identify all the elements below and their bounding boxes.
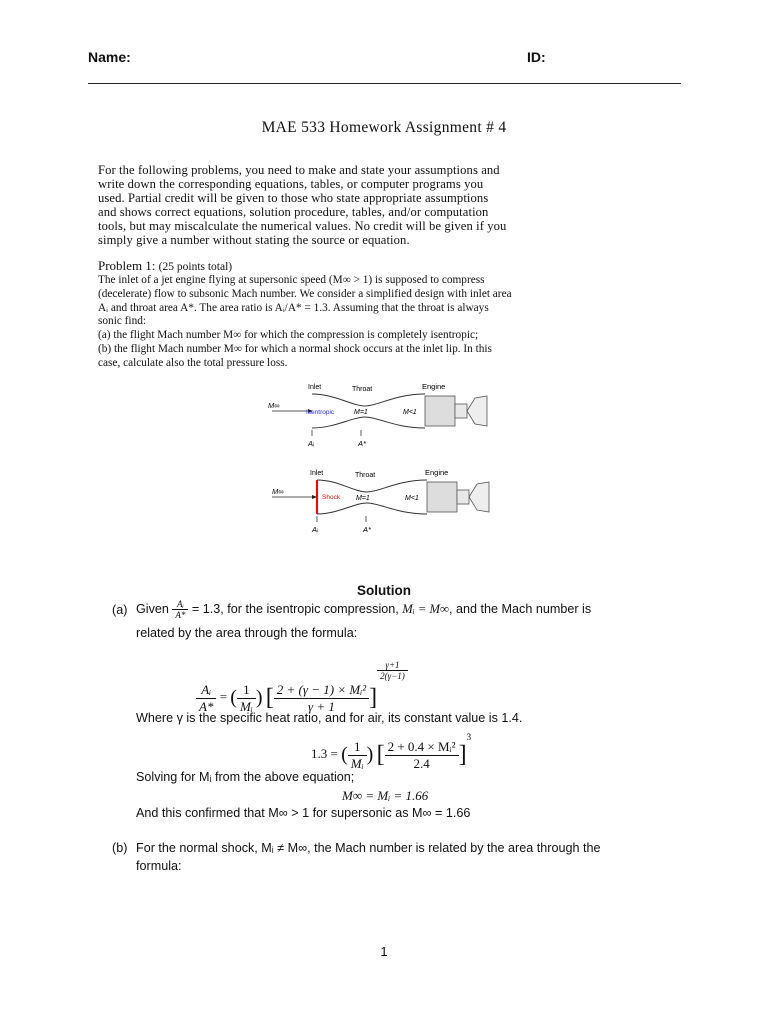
problem-1-heading bbox=[98, 258, 232, 274]
intro-line: used. Partial credit will be given to those who state appropriate assumptions bbox=[98, 191, 489, 205]
paren-open: ( bbox=[341, 743, 348, 766]
eq2-mi: Mᵢ bbox=[350, 755, 364, 771]
engine-body bbox=[427, 482, 457, 512]
bracket-open: [ bbox=[376, 741, 385, 768]
engine-label: Engine bbox=[422, 382, 446, 391]
inlet-lower-wall bbox=[317, 503, 427, 514]
astar-label: A* bbox=[363, 525, 371, 534]
eq1-exp-den: 2(γ−1) bbox=[380, 671, 405, 681]
paren-close: ) bbox=[255, 686, 263, 709]
part-a-line-1 bbox=[136, 599, 591, 620]
part-b-line-1: For the normal shock, Mᵢ ≠ M∞, the Mach number is related by the area through the bbox=[136, 841, 601, 855]
inlet-upper-wall bbox=[312, 394, 425, 406]
engine-core bbox=[455, 404, 467, 418]
part-a-line-2: related by the area through the formula: bbox=[136, 626, 358, 640]
problem-line: (decelerate) flow to subsonic Mach number. We consider a simplified design with inlet area bbox=[98, 287, 512, 300]
exit-mach-label: M<1 bbox=[405, 495, 419, 502]
eq2-one: 1 bbox=[348, 739, 367, 756]
eq2-num: 2 + 0.4 × Mᵢ² bbox=[385, 739, 459, 756]
eq1-main-fraction bbox=[274, 682, 369, 715]
mach-result: M∞ = Mᵢ = 1.66 bbox=[342, 788, 429, 803]
bracket-open: [ bbox=[265, 684, 274, 711]
intro-paragraph bbox=[98, 163, 654, 247]
part-b-line-2: formula: bbox=[136, 859, 182, 873]
solution-heading: Solution bbox=[357, 583, 411, 598]
problem-line: (b) the flight Mach number M∞ for which a normal shock occurs at the inlet lip. In this bbox=[98, 342, 492, 355]
problem-1-points: (25 points total) bbox=[158, 261, 233, 273]
inlet-lower-wall bbox=[312, 417, 425, 428]
intro-line: tools, but may miscalculate the numerical values. No credit will be given if you bbox=[98, 219, 507, 233]
paren-open: ( bbox=[230, 686, 237, 709]
numeric-equation bbox=[311, 732, 471, 772]
part-a-label: (a) bbox=[112, 603, 128, 617]
eq1-exponent bbox=[377, 660, 408, 681]
isentropic-label: Isentropic bbox=[306, 409, 335, 416]
engine-body bbox=[425, 396, 455, 426]
throat-mach-label: M=1 bbox=[354, 409, 368, 416]
area-ratio-num: Aᵢ bbox=[172, 599, 188, 610]
id-label: ID: bbox=[527, 49, 546, 65]
eq1-one: 1 bbox=[237, 682, 256, 699]
bracket-close: ] bbox=[458, 741, 467, 768]
inlet-label: Inlet bbox=[308, 384, 322, 391]
intro-line: For the following problems, you need to make and state your assumptions and bbox=[98, 163, 500, 177]
throat-label: Throat bbox=[355, 472, 376, 479]
eq2-lhs: 1.3 = bbox=[311, 746, 338, 761]
problem-line: sonic find: bbox=[98, 315, 147, 328]
eq2-exponent: 3 bbox=[466, 732, 472, 742]
exit-mach-label: M<1 bbox=[403, 409, 417, 416]
minf-label: M∞ bbox=[268, 401, 280, 410]
engine-core bbox=[457, 490, 469, 504]
eq1-lhs-den: A* bbox=[199, 698, 214, 714]
bracket-close: ] bbox=[369, 684, 378, 711]
area-mach-equation bbox=[196, 660, 408, 715]
confirm-text: And this confirmed that M∞ > 1 for supersonic as M∞ = 1.66 bbox=[136, 806, 471, 820]
engine-fan bbox=[469, 482, 489, 512]
header-rule bbox=[88, 83, 681, 84]
problem-1-body bbox=[98, 274, 654, 371]
inlet-label: Inlet bbox=[310, 470, 324, 477]
intro-line: simply give a number without stating the source or equation. bbox=[98, 233, 410, 247]
problem-1-title: Problem 1: bbox=[98, 258, 156, 273]
eq1-lhs-num: Aᵢ bbox=[196, 682, 216, 699]
ai-label: Aᵢ bbox=[312, 525, 318, 534]
equals-sign: = bbox=[219, 689, 228, 704]
shock-inlet-diagram bbox=[260, 466, 500, 538]
intro-line: and shows correct equations, solution procedure, tables, and/or computation bbox=[98, 205, 489, 219]
eq1-lhs bbox=[196, 682, 216, 715]
eq1-num: 2 + (γ − 1) × Mᵢ² bbox=[274, 682, 369, 699]
area-ratio-fraction bbox=[172, 599, 188, 620]
problem-line: Aᵢ and throat area A*. The area ratio is Aᵢ/A* = 1.3. Assuming that the throat is always bbox=[98, 301, 489, 314]
part-b-label: (b) bbox=[112, 841, 128, 855]
eq2-den: 2.4 bbox=[413, 755, 430, 771]
intro-line: write down the corresponding equations, tables, or computer programs you bbox=[98, 177, 484, 191]
eq2-inverse-mi bbox=[348, 739, 367, 772]
area-ratio-den: A* bbox=[175, 610, 186, 620]
eq2-main-fraction bbox=[385, 739, 459, 772]
paren-close: ) bbox=[366, 743, 374, 766]
eq1-mi: Mᵢ bbox=[239, 698, 253, 714]
given-mid-text: = 1.3, for the isentropic compression, bbox=[191, 601, 399, 616]
solving-text: Solving for Mᵢ from the above equation; bbox=[136, 770, 355, 784]
problem-line: (a) the flight Mach number M∞ for which the compression is completely isentropic; bbox=[98, 329, 479, 342]
isentropic-inlet-diagram bbox=[260, 380, 500, 452]
throat-mach-label: M=1 bbox=[356, 495, 370, 502]
given-text: Given bbox=[136, 601, 169, 616]
engine-label: Engine bbox=[425, 468, 449, 477]
eq1-exp-num: γ+1 bbox=[377, 660, 408, 671]
ai-label: Aᵢ bbox=[308, 439, 314, 448]
astar-label: A* bbox=[358, 439, 366, 448]
eq1-inverse-mi bbox=[237, 682, 256, 715]
assignment-title: MAE 533 Homework Assignment # 4 bbox=[261, 119, 507, 136]
minf-label: M∞ bbox=[272, 487, 284, 496]
given-end-text: , and the Mach number is bbox=[449, 601, 592, 616]
problem-line: case, calculate also the total pressure loss. bbox=[98, 356, 288, 369]
engine-fan bbox=[467, 396, 487, 426]
where-gamma-text: Where γ is the specific heat ratio, and for air, its constant value is 1.4. bbox=[136, 711, 523, 725]
page-number: 1 bbox=[380, 944, 388, 959]
throat-label: Throat bbox=[352, 386, 373, 393]
inlet-upper-wall bbox=[317, 480, 427, 492]
problem-line: The inlet of a jet engine flying at supersonic speed (M∞ > 1) is supposed to compress bbox=[98, 274, 485, 286]
shock-label: Shock bbox=[322, 494, 341, 501]
name-label: Name: bbox=[88, 49, 131, 65]
mi-eq-minf: Mᵢ = M∞ bbox=[402, 601, 450, 616]
eq1-den: γ + 1 bbox=[308, 698, 335, 714]
